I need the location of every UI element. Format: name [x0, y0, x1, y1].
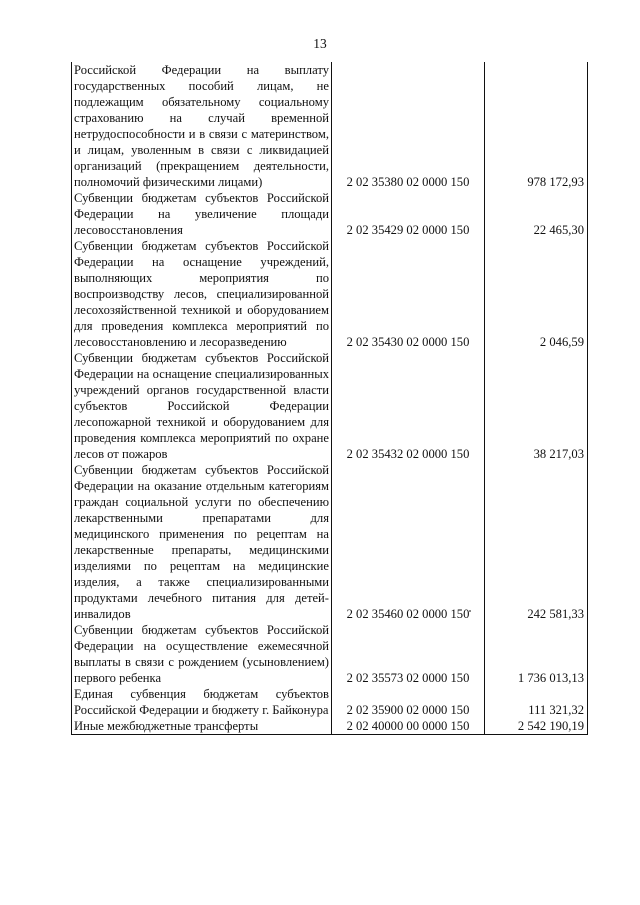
row-amount: 38 217,03 — [485, 350, 588, 462]
row-amount: 22 465,30 — [485, 190, 588, 238]
row-amount: 2 542 190,19 — [485, 718, 588, 735]
table-row — [72, 62, 588, 190]
row-description: Субвенции бюджетам субъектов Российской Федерации на осуществление ежемесячной выплаты в связи с рождением (усыновлением) первого ребенка — [72, 622, 332, 686]
row-description: Единая субвенция бюджетам субъектов Российской Федерации и бюджету г. Байконура — [72, 686, 332, 718]
table-row — [72, 718, 588, 735]
table-row — [72, 686, 588, 718]
row-amount: 242 581,33 — [485, 462, 588, 622]
row-description: Субвенции бюджетам субъектов Российской Федерации на оснащение учреждений, выполняющих мероприятия по воспроизводству лесов, специализированной лесохозяйственной техникой и оборудованием для проведения комплекса мероприятий по лесовосстановлению и лесоразведению — [72, 238, 332, 350]
scan-speck — [469, 610, 471, 612]
row-code: 2 02 35900 02 0000 150 — [332, 686, 485, 718]
table-row — [72, 350, 588, 462]
row-code: 2 02 35432 02 0000 150 — [332, 350, 485, 462]
row-description: Субвенции бюджетам субъектов Российской Федерации на оказание отдельным категориям граждан социальной услуги по обеспечению лекарственными препаратами для медицинского применения по рецептам на лекарственные препараты, медицинскими изделиями по рецептам на медицинские изделия, а также специализированными продуктами лечебного питания для детей-инвалидов — [72, 462, 332, 622]
page-number: 13 — [313, 36, 327, 51]
row-code: 2 02 35380 02 0000 150 — [332, 62, 485, 190]
row-description: Российской Федерации на выплату государственных пособий лицам, не подлежащим обязательному социальному страхованию на случай временной нетрудоспособности и в связи с материнством, и лицам, уволенным в связи с ликвидацией организаций (прекращением деятельности, полномочий физическими лицами) — [72, 62, 332, 190]
row-code: 2 02 40000 00 0000 150 — [332, 718, 485, 735]
table-row — [72, 190, 588, 238]
row-description: Субвенции бюджетам субъектов Российской Федерации на оснащение специализированных учреждений органов государственной власти субъектов Российской Федерации лесопожарной техникой и оборудованием для проведения комплекса мероприятий по охране лесов от пожаров — [72, 350, 332, 462]
row-amount: 1 736 013,13 — [485, 622, 588, 686]
row-description: Субвенции бюджетам субъектов Российской Федерации на увеличение площади лесовосстановления — [72, 190, 332, 238]
table-row — [72, 622, 588, 686]
budget-table — [71, 62, 588, 735]
table-row — [72, 462, 588, 622]
row-code: 2 02 35573 02 0000 150 — [332, 622, 485, 686]
row-amount: 978 172,93 — [485, 62, 588, 190]
row-amount: 111 321,32 — [485, 686, 588, 718]
row-description: Иные межбюджетные трансферты — [72, 718, 332, 735]
row-code: 2 02 35430 02 0000 150 — [332, 238, 485, 350]
row-amount: 2 046,59 — [485, 238, 588, 350]
row-code: 2 02 35429 02 0000 150 — [332, 190, 485, 238]
row-code: 2 02 35460 02 0000 150 — [332, 462, 485, 622]
table-row — [72, 238, 588, 350]
